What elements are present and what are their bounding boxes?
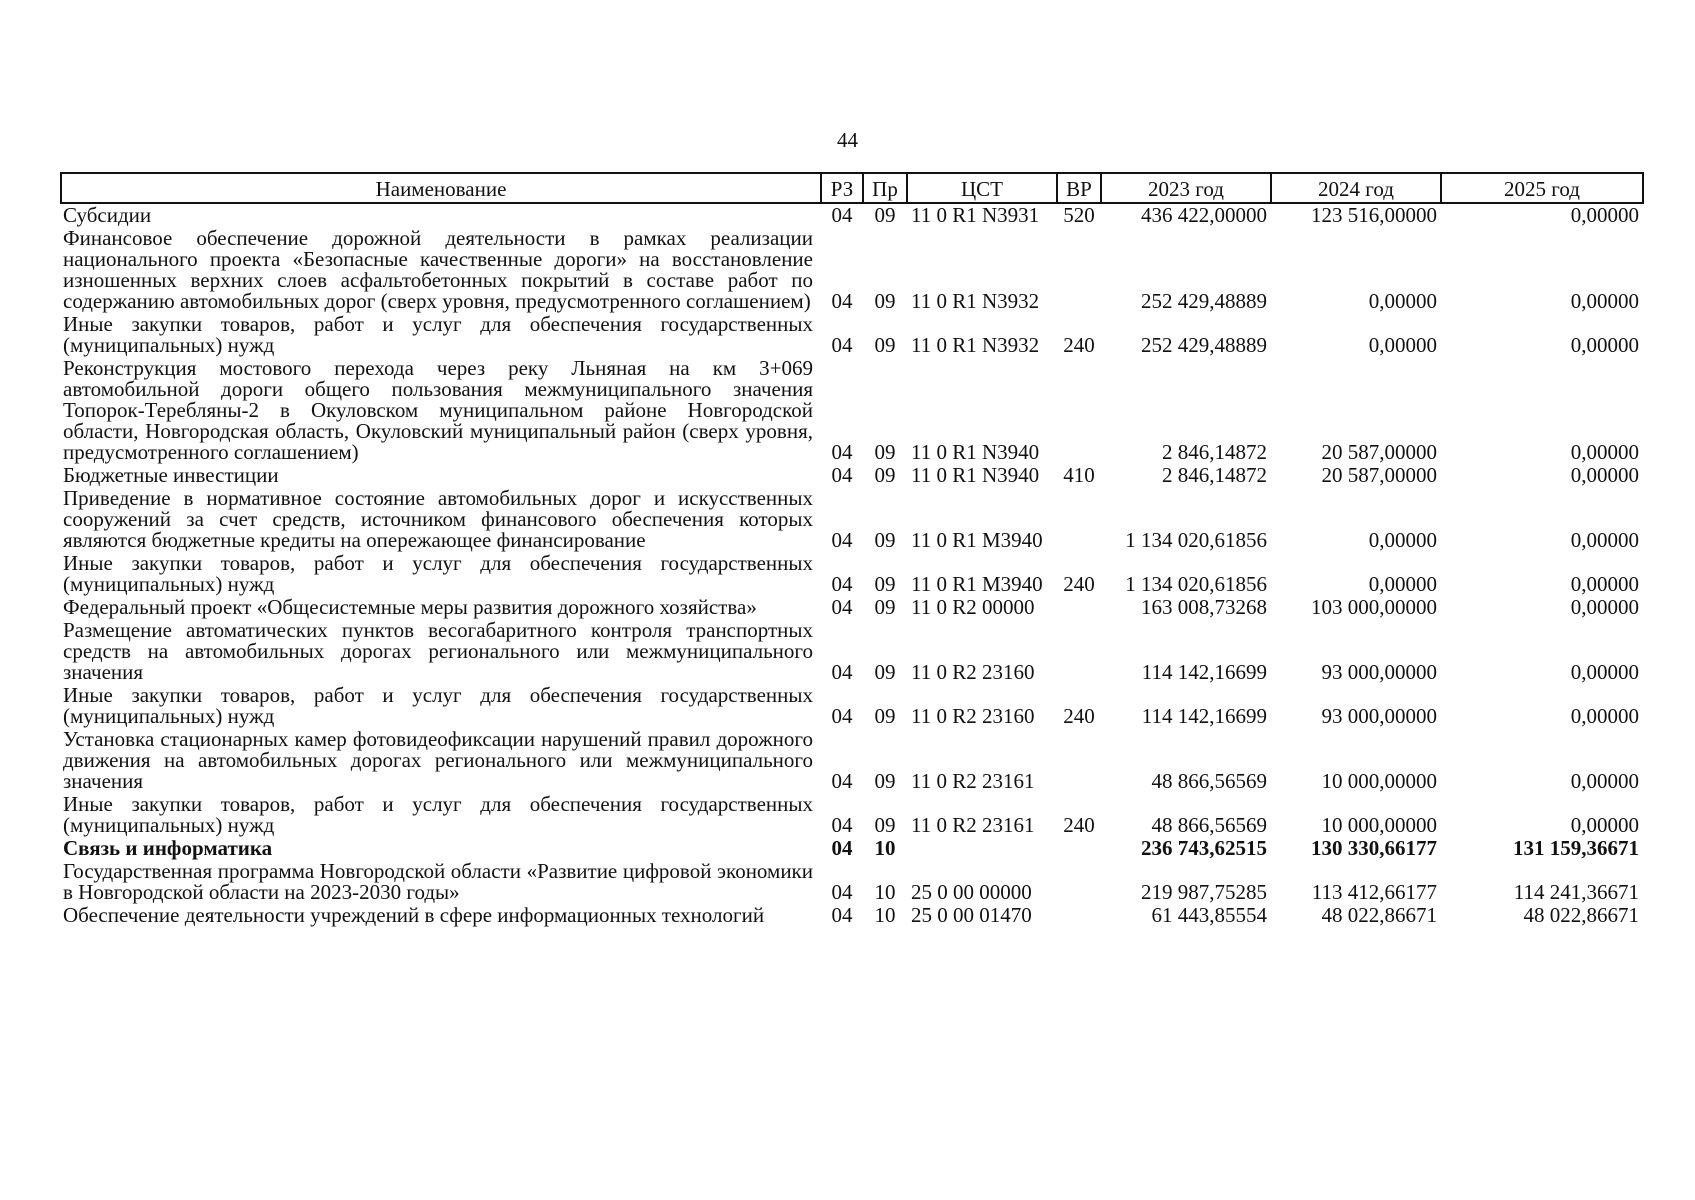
cell-2025: 0,00000 <box>1570 572 1639 596</box>
cell-vr: 520 <box>1063 203 1095 227</box>
table-row <box>61 793 1643 837</box>
header-2024: 2024 год <box>1271 173 1441 203</box>
cell-2023: 436 422,00000 <box>1141 203 1267 227</box>
cell-2023: 1 134 020,61856 <box>1125 528 1267 552</box>
cell-rz: 04 <box>831 660 853 684</box>
cell-2024: 10 000,00000 <box>1321 813 1437 837</box>
cell-2024: 20 587,00000 <box>1321 463 1437 487</box>
cell-2024: 93 000,00000 <box>1321 704 1437 728</box>
cell-2023: 219 987,75285 <box>1141 880 1267 904</box>
cell-2025: 114 241,36671 <box>1513 880 1639 904</box>
cell-rz: 04 <box>831 595 853 619</box>
header-2023: 2023 год <box>1101 173 1271 203</box>
header-vr: ВР <box>1057 173 1101 203</box>
cell-name: Субсидии <box>63 203 152 227</box>
cell-cst: 11 0 R2 00000 <box>911 595 1035 619</box>
cell-name: Иные закупки товаров, работ и услуг для обеспечения государственных (муниципальных) нужд <box>63 551 813 596</box>
cell-2024: 48 022,86671 <box>1321 903 1437 927</box>
cell-name: Федеральный проект «Общесистемные меры развития дорожного хозяйства» <box>63 595 757 619</box>
cell-2023: 48 866,56569 <box>1151 813 1267 837</box>
cell-cst: 11 0 R2 23160 <box>911 660 1035 684</box>
cell-2023: 114 142,16699 <box>1141 660 1267 684</box>
cell-rz: 04 <box>831 813 853 837</box>
cell-cst: 11 0 R1 N3940 <box>911 440 1040 464</box>
cell-cst: 11 0 R2 23160 <box>911 704 1035 728</box>
cell-pr: 09 <box>874 704 896 728</box>
cell-rz: 04 <box>831 289 853 313</box>
table-row <box>61 357 1643 464</box>
cell-pr: 09 <box>874 203 896 227</box>
cell-cst: 11 0 R1 N3932 <box>911 289 1040 313</box>
cell-2023: 2 846,14872 <box>1162 440 1267 464</box>
cell-pr: 09 <box>874 440 896 464</box>
table-row <box>61 552 1643 596</box>
cell-vr <box>1057 837 1101 860</box>
cell-vr <box>1057 904 1101 927</box>
cell-2024: 130 330,66177 <box>1311 836 1437 860</box>
cell-2024: 0,00000 <box>1368 289 1437 313</box>
table-row <box>61 227 1643 313</box>
cell-vr: 240 <box>1063 333 1095 357</box>
cell-rz: 04 <box>831 880 853 904</box>
cell-2025: 0,00000 <box>1570 463 1639 487</box>
table-row <box>61 684 1643 728</box>
cell-rz: 04 <box>831 903 853 927</box>
cell-2024: 10 000,00000 <box>1321 769 1437 793</box>
cell-cst: 25 0 00 01470 <box>911 903 1032 927</box>
cell-vr <box>1057 227 1101 313</box>
cell-vr <box>1057 619 1101 684</box>
cell-pr: 10 <box>874 880 896 904</box>
cell-2025: 0,00000 <box>1570 813 1639 837</box>
cell-cst: 11 0 R2 23161 <box>911 769 1035 793</box>
cell-2025: 0,00000 <box>1570 660 1639 684</box>
table-row <box>61 860 1643 904</box>
cell-2024: 103 000,00000 <box>1311 595 1437 619</box>
cell-pr: 09 <box>874 333 896 357</box>
table-row <box>61 904 1643 927</box>
cell-pr: 09 <box>874 528 896 552</box>
cell-vr <box>1057 728 1101 793</box>
table-row <box>61 619 1643 684</box>
cell-pr: 09 <box>874 769 896 793</box>
cell-2025: 0,00000 <box>1570 440 1639 464</box>
table-header-row <box>61 173 1643 203</box>
cell-cst <box>907 837 1057 860</box>
cell-name: Иные закупки товаров, работ и услуг для обеспечения государственных (муниципальных) нужд <box>63 683 813 728</box>
cell-2024: 20 587,00000 <box>1321 440 1437 464</box>
cell-2023: 2 846,14872 <box>1162 463 1267 487</box>
cell-name: Финансовое обеспечение дорожной деятельности в рамках реализации национального проекта «Безопасные качественные дороги» на восстановление изношенных верхних слоев асфальтобетонных покрытий в составе работ по содержанию автомобильных дорог (сверх уровня, предусмотренного соглашением) <box>63 226 813 313</box>
cell-2025: 0,00000 <box>1570 704 1639 728</box>
cell-pr: 09 <box>874 463 896 487</box>
cell-2023: 252 429,48889 <box>1141 333 1267 357</box>
table-row <box>61 728 1643 793</box>
cell-rz: 04 <box>831 203 853 227</box>
table-row <box>61 203 1643 227</box>
table-row <box>61 487 1643 552</box>
cell-rz: 04 <box>831 769 853 793</box>
table-row <box>61 464 1643 487</box>
cell-vr: 240 <box>1063 572 1095 596</box>
cell-cst: 11 0 R1 M3940 <box>911 528 1043 552</box>
cell-vr <box>1057 357 1101 464</box>
cell-pr: 09 <box>874 595 896 619</box>
cell-rz: 04 <box>831 836 853 860</box>
cell-name: Обеспечение деятельности учреждений в сфере информационных технологий <box>63 903 765 927</box>
cell-rz: 04 <box>831 333 853 357</box>
header-cst: ЦСТ <box>907 173 1057 203</box>
cell-pr: 09 <box>874 572 896 596</box>
cell-2025: 0,00000 <box>1570 203 1639 227</box>
cell-2025: 0,00000 <box>1570 289 1639 313</box>
cell-vr: 240 <box>1063 813 1095 837</box>
header-name: Наименование <box>61 173 821 203</box>
cell-name: Бюджетные инвестиции <box>63 463 279 487</box>
table-row <box>61 596 1643 619</box>
page-number: 44 <box>837 128 858 152</box>
cell-pr: 09 <box>874 660 896 684</box>
cell-cst: 11 0 R1 N3931 <box>911 203 1040 227</box>
cell-name: Государственная программа Новгородской области «Развитие цифровой экономики в Новгородской области на 2023-2030 годы» <box>63 859 813 904</box>
cell-name: Размещение автоматических пунктов весогабаритного контроля транспортных средств на автомобильных дорогах регионального или межмуниципального значения <box>63 618 813 684</box>
cell-name: Реконструкция мостового перехода через реку Льняная на км 3+069 автомобильной дороги общего пользования межмуниципального значения Топорок-Теребляны-2 в Окуловском муниципальном районе Новгородской области, Новгородская область, Окуловский муниципальный район (сверх уровня, предусмотренного соглашением) <box>63 356 813 464</box>
cell-cst: 25 0 00 00000 <box>911 880 1032 904</box>
cell-pr: 09 <box>874 289 896 313</box>
cell-2024: 0,00000 <box>1368 333 1437 357</box>
cell-rz: 04 <box>831 528 853 552</box>
cell-2024: 0,00000 <box>1368 528 1437 552</box>
cell-rz: 04 <box>831 463 853 487</box>
cell-2024: 93 000,00000 <box>1321 660 1437 684</box>
table-row <box>61 837 1643 860</box>
cell-2023: 236 743,62515 <box>1141 836 1267 860</box>
cell-vr: 240 <box>1063 704 1095 728</box>
cell-pr: 10 <box>874 836 896 860</box>
cell-2025: 0,00000 <box>1570 333 1639 357</box>
cell-rz: 04 <box>831 572 853 596</box>
cell-2024: 123 516,00000 <box>1311 203 1437 227</box>
cell-2023: 61 443,85554 <box>1151 903 1267 927</box>
cell-2023: 163 008,73268 <box>1141 595 1267 619</box>
header-2025: 2025 год <box>1441 173 1643 203</box>
cell-2023: 48 866,56569 <box>1151 769 1267 793</box>
cell-2023: 252 429,48889 <box>1141 289 1267 313</box>
cell-cst: 11 0 R1 M3940 <box>911 572 1043 596</box>
table-row <box>61 313 1643 357</box>
cell-name: Связь и информатика <box>63 836 273 860</box>
table-body <box>61 203 1643 927</box>
cell-2025: 0,00000 <box>1570 528 1639 552</box>
cell-cst: 11 0 R2 23161 <box>911 813 1035 837</box>
cell-cst: 11 0 R1 N3940 <box>911 463 1040 487</box>
budget-table <box>60 172 1644 927</box>
cell-vr <box>1057 487 1101 552</box>
cell-name: Иные закупки товаров, работ и услуг для обеспечения государственных (муниципальных) нужд <box>63 792 813 837</box>
cell-pr: 09 <box>874 813 896 837</box>
cell-2025: 0,00000 <box>1570 769 1639 793</box>
cell-vr <box>1057 596 1101 619</box>
cell-2024: 113 412,66177 <box>1311 880 1437 904</box>
cell-name: Иные закупки товаров, работ и услуг для обеспечения государственных (муниципальных) нужд <box>63 312 813 357</box>
cell-2025: 48 022,86671 <box>1523 903 1639 927</box>
cell-name: Установка стационарных камер фотовидеофиксации нарушений правил дорожного движения на автомобильных дорогах регионального или межмуниципального значения <box>63 727 813 793</box>
cell-name: Приведение в нормативное состояние автомобильных дорог и искусственных сооружений за счет средств, источником финансового обеспечения которых являются бюджетные кредиты на опережающее финансирование <box>63 486 813 552</box>
header-pr: Пр <box>863 173 907 203</box>
cell-2025: 0,00000 <box>1570 595 1639 619</box>
cell-vr <box>1057 860 1101 904</box>
cell-pr: 10 <box>874 903 896 927</box>
cell-2023: 114 142,16699 <box>1141 704 1267 728</box>
cell-2024: 0,00000 <box>1368 572 1437 596</box>
cell-rz: 04 <box>831 440 853 464</box>
cell-vr: 410 <box>1063 463 1095 487</box>
cell-cst: 11 0 R1 N3932 <box>911 333 1040 357</box>
cell-rz: 04 <box>831 704 853 728</box>
cell-2023: 1 134 020,61856 <box>1125 572 1267 596</box>
header-rz: РЗ <box>821 173 863 203</box>
cell-2025: 131 159,36671 <box>1513 836 1639 860</box>
